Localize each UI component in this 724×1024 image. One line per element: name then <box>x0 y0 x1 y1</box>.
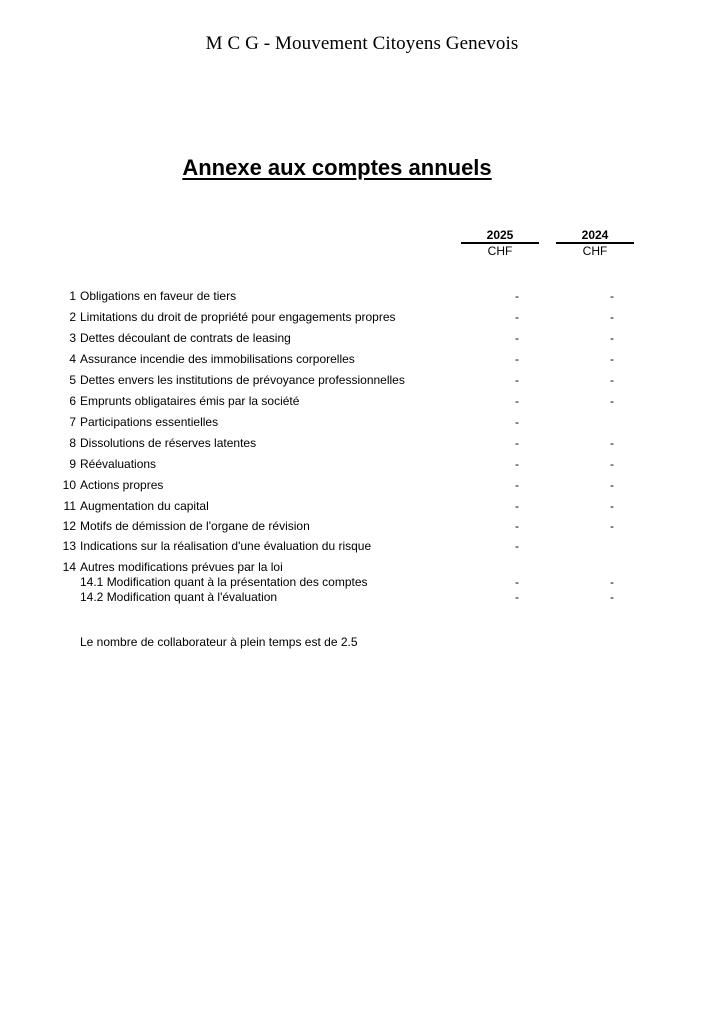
row-number: 2 <box>69 310 76 324</box>
row-label: Augmentation du capital <box>80 499 209 513</box>
subrow-label: 14.2 Modification quant à l'évaluation <box>80 590 278 604</box>
value-2024: - <box>610 373 614 387</box>
document-title: Annexe aux comptes annuels <box>182 155 492 180</box>
value-2024: - <box>610 289 614 303</box>
value-2025: - <box>515 575 519 589</box>
row-number: 14 <box>62 560 76 574</box>
row-label: Dettes envers les institutions de prévoyance professionnelles <box>80 373 405 387</box>
value-2024: - <box>610 590 614 604</box>
value-2025: - <box>515 331 519 345</box>
value-2025: - <box>515 499 519 513</box>
table-row <box>0 538 724 554</box>
table-row <box>0 393 724 409</box>
value-2025: - <box>515 394 519 408</box>
table-row <box>0 559 724 575</box>
value-2024: - <box>610 499 614 513</box>
row-label: Dissolutions de réserves latentes <box>80 436 257 450</box>
value-2025: - <box>515 352 519 366</box>
value-2024: - <box>610 331 614 345</box>
table-subrow <box>0 574 724 590</box>
column-year: 2024 <box>556 228 634 244</box>
footnote: Le nombre de collaborateur à plein temps est de 2.5 <box>80 635 358 649</box>
table-row <box>0 309 724 325</box>
table-row <box>0 456 724 472</box>
table-row <box>0 351 724 367</box>
row-label: Emprunts obligataires émis par la société <box>80 394 300 408</box>
table-row <box>0 435 724 451</box>
value-2025: - <box>515 590 519 604</box>
value-2024: - <box>610 436 614 450</box>
table-subrow <box>0 589 724 605</box>
organization-name: M C G - Mouvement Citoyens Genevois <box>205 33 519 54</box>
row-label: Actions propres <box>80 478 164 492</box>
row-label: Assurance incendie des immobilisations corporelles <box>80 352 355 366</box>
row-number: 6 <box>69 394 76 408</box>
value-2025: - <box>515 478 519 492</box>
row-label: Motifs de démission de l'organe de révision <box>80 519 310 533</box>
table-row <box>0 518 724 534</box>
table-row <box>0 288 724 304</box>
row-number: 7 <box>69 415 76 429</box>
row-number: 8 <box>69 436 76 450</box>
value-2025: - <box>515 415 519 429</box>
row-number: 10 <box>62 478 76 492</box>
value-2024: - <box>610 352 614 366</box>
row-number: 13 <box>62 539 76 553</box>
row-number: 4 <box>69 352 76 366</box>
column-header-2025 <box>461 228 539 258</box>
row-number: 9 <box>69 457 76 471</box>
row-label: Indications sur la réalisation d'une évaluation du risque <box>80 539 372 553</box>
row-label: Limitations du droit de propriété pour engagements propres <box>80 310 396 324</box>
table-row <box>0 372 724 388</box>
row-number: 12 <box>62 519 76 533</box>
value-2024: - <box>610 394 614 408</box>
value-2025: - <box>515 310 519 324</box>
value-2024: - <box>610 457 614 471</box>
row-number: 3 <box>69 331 76 345</box>
value-2025: - <box>515 436 519 450</box>
column-currency: CHF <box>487 244 513 258</box>
row-label: Dettes découlant de contrats de leasing <box>80 331 291 345</box>
subrow-label: 14.1 Modification quant à la présentation des comptes <box>80 575 368 589</box>
table-row <box>0 414 724 430</box>
table-row <box>0 330 724 346</box>
row-label: Autres modifications prévues par la loi <box>80 560 283 574</box>
value-2025: - <box>515 457 519 471</box>
row-label: Participations essentielles <box>80 415 219 429</box>
value-2025: - <box>515 539 519 553</box>
value-2024: - <box>610 519 614 533</box>
row-label: Obligations en faveur de tiers <box>80 289 237 303</box>
value-2025: - <box>515 289 519 303</box>
row-label: Réévaluations <box>80 457 157 471</box>
row-number: 1 <box>69 289 76 303</box>
value-2025: - <box>515 519 519 533</box>
value-2024: - <box>610 310 614 324</box>
value-2025: - <box>515 373 519 387</box>
row-number: 11 <box>63 499 76 513</box>
value-2024: - <box>610 575 614 589</box>
column-currency: CHF <box>582 244 608 258</box>
row-number: 5 <box>69 373 76 387</box>
column-header-2024 <box>556 228 634 258</box>
table-row <box>0 498 724 514</box>
column-year: 2025 <box>461 228 539 244</box>
table-row <box>0 477 724 493</box>
value-2024: - <box>610 478 614 492</box>
